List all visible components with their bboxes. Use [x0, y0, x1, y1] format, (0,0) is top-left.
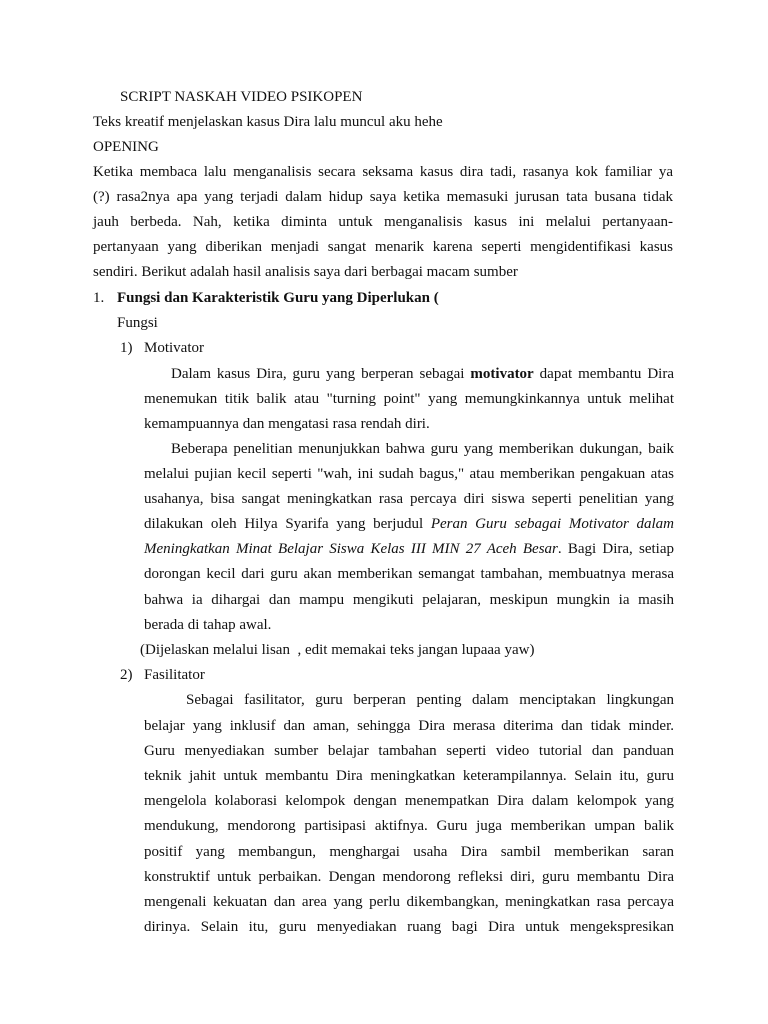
- opening-line: jauh berbeda. Nah, ketika diminta untuk menganalisis kasus ini melalui pertanyaan-: [93, 214, 673, 230]
- section-number: 1.: [93, 290, 105, 306]
- paragraph-line: Beberapa penelitian menunjukkan bahwa guru yang memberikan dukungan, baik: [171, 441, 674, 457]
- editor-note: (Dijelaskan melalui lisan , edit memakai teks jangan lupaaa yaw): [140, 642, 535, 658]
- opening-line: Ketika membaca lalu menganalisis secara seksama kasus dira tadi, rasanya kok familiar ya: [93, 164, 673, 180]
- text-run: dilakukan oleh Hilya Syarifa yang berjudul: [144, 516, 431, 532]
- paragraph-line: berada di tahap awal.: [144, 617, 272, 633]
- opening-line: (?) rasa2nya apa yang terjadi dalam hidup saya ketika memasuki jurusan tata busana tidak: [93, 189, 673, 205]
- section-heading: Fungsi dan Karakteristik Guru yang Diperlukan (: [117, 290, 439, 306]
- paragraph-line: konstruktif untuk perbaikan. Dengan mendorong refleksi diri, guru membantu Dira: [144, 869, 674, 885]
- paragraph-line: mendukung, mendorong partisipasi aktifnya. Guru juga memberikan umpan balik: [144, 818, 674, 834]
- paragraph-line: mengelola kolaborasi kelompok dengan menempatkan Dira dalam kelompok yang: [144, 793, 674, 809]
- opening-line: sendiri. Berikut adalah hasil analisis saya dari berbagai macam sumber: [93, 264, 518, 280]
- paragraph-line: Guru menyediakan sumber belajar tambahan seperti video tutorial dan panduan: [144, 743, 674, 759]
- item-label-motivator: Motivator: [144, 340, 204, 356]
- paragraph-line: belajar yang inklusif dan aman, sehingga Dira merasa diterima dan tidak minder.: [144, 718, 674, 734]
- paragraph-line: mengenali kekuatan dan area yang perlu dikembangkan, meningkatkan rasa percaya: [144, 894, 674, 910]
- item-number: 2): [120, 667, 133, 683]
- paragraph-line: Sebagai fasilitator, guru berperan penting dalam menciptakan lingkungan: [186, 692, 674, 708]
- italic-title: Meningkatkan Minat Belajar Siswa Kelas III MIN 27 Aceh Besar: [144, 541, 558, 557]
- paragraph-line: menemukan titik balik atau "turning point" yang memungkinkannya untuk melihat: [144, 391, 674, 407]
- paragraph-line: bahwa ia dihargai dan mampu mengikuti pelajaran, meskipun mungkin ia masih: [144, 592, 674, 608]
- paragraph-line: dirinya. Selain itu, guru menyediakan ruang bagi Dira untuk mengekspresikan: [144, 919, 674, 935]
- document-title: SCRIPT NASKAH VIDEO PSIKOPEN: [120, 89, 363, 105]
- opening-line: pertanyaan yang diberikan menjadi sangat menarik karena seperti mengidentifikasi kasus: [93, 239, 673, 255]
- paragraph-line: melalui pujian kecil seperti "wah, ini sudah bagus," atau memberikan pengakuan atas: [144, 466, 674, 482]
- italic-title: Peran Guru sebagai Motivator dalam: [430, 516, 674, 532]
- paragraph-line: positif yang membangun, menghargai usaha Dira sambil memberikan saran: [144, 844, 674, 860]
- paragraph-line: [171, 365, 674, 383]
- paragraph-line: [144, 540, 674, 558]
- paragraph-line: usahanya, bisa sangat meningkatkan rasa percaya diri siswa seperti penelitian yang: [144, 491, 674, 507]
- paragraph-line: dorongan kecil dari guru akan memberikan semangat tambahan, membuatnya merasa: [144, 566, 674, 582]
- text-run: Dalam kasus Dira, guru yang berperan sebagai: [171, 366, 471, 382]
- paragraph-line: [144, 515, 674, 533]
- section-subheading: Fungsi: [117, 315, 158, 331]
- paragraph-line: teknik jahit untuk membantu Dira meningkatkan keterampilannya. Selain itu, guru: [144, 768, 674, 784]
- item-number: 1): [120, 340, 133, 356]
- paragraph-line: kemampuannya dan mengatasi rasa rendah diri.: [144, 416, 430, 432]
- opening-heading: OPENING: [93, 139, 159, 155]
- bold-term: motivator: [470, 366, 534, 382]
- document-subtitle: Teks kreatif menjelaskan kasus Dira lalu muncul aku hehe: [93, 114, 443, 130]
- text-run: dapat membantu Dira: [533, 366, 674, 382]
- item-label-fasilitator: Fasilitator: [144, 667, 205, 683]
- text-run: . Bagi Dira, setiap: [557, 541, 674, 557]
